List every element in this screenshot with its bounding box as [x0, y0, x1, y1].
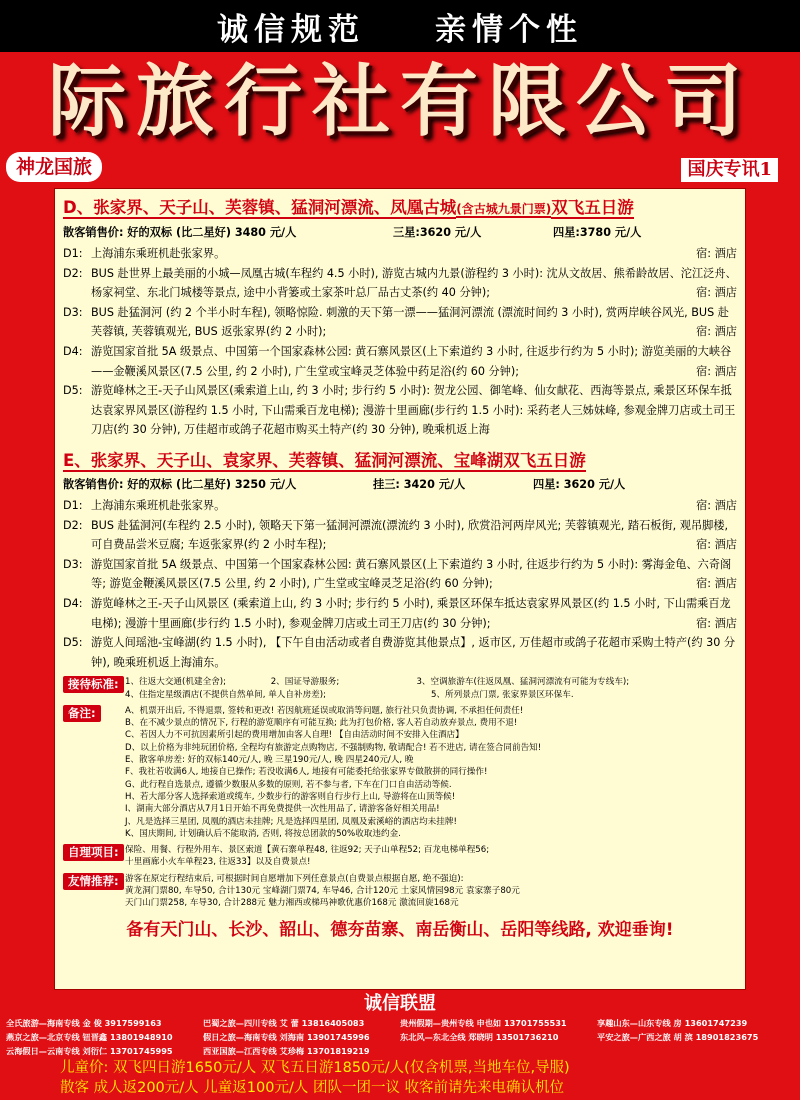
section-e-price	[63, 474, 737, 496]
day-text	[91, 342, 737, 381]
day-stay: 宿: 酒店	[696, 498, 737, 512]
price-three-star: 三星:3620 元/人	[393, 226, 482, 239]
remark-item: D、以上价格为非纯玩团价格, 全程均有旅游定点购物店, 不强制购物, 敬请配合! 若不进店, 请在签合同前告知!	[125, 742, 542, 753]
remark-item: I、湖南大部分酒店从7月1日开始不再免费提供一次性用品了, 请游客备好相关用品!	[125, 804, 440, 815]
day-desc: 上海浦东乘班机赴张家界。	[91, 498, 226, 512]
slogan-right: 亲情个性	[435, 11, 583, 48]
day-desc: 游览国家首批 5A 级景点、中国第一个国家森林公园: 黄石寨风景区(上下索道约 3 小时, 往返步行约为 5 小时): 雾海金龟、六奇阁等; 游览金鞭溪风景区(7.5 公里, 约 2 小时), 广生堂或宝峰灵芝足浴(约 60 分钟);	[91, 557, 732, 591]
price-double: 散客销售价: 好的双标 (比二星好) 3250 元/人	[63, 477, 297, 491]
day-text	[91, 496, 737, 516]
contact-row	[6, 1044, 794, 1058]
contact-item	[597, 1044, 794, 1058]
slogan-left: 诚信规范	[217, 11, 365, 48]
section-d-title-small: (含古城九景门票)	[456, 202, 552, 216]
reception-block	[63, 676, 737, 701]
contact-item: 巴蜀之旅—四川专线 艾 蕾 13816405083	[203, 1018, 365, 1028]
price-three-star: 挂三: 3420 元/人	[373, 477, 466, 491]
day-text	[91, 303, 737, 342]
contact-item: 享趣山东—山东专线 房 13601747239	[597, 1018, 748, 1028]
price-double: 散客销售价: 好的双标 (比二星好) 3480 元/人	[63, 226, 297, 239]
child-price-line: 儿童价: 双飞四日游1650元/人 双飞五日游1850元/人(仅含机票,当地车位,导服)	[60, 1060, 570, 1076]
contact-item	[400, 1044, 597, 1058]
price-four-star: 四星:3780 元/人	[553, 226, 642, 239]
day-row	[63, 633, 737, 672]
remark-item: J、凡是选择三星团, 凤凰的酒店未挂牌; 凡是选择四星团, 凤凰及索溪峪的酒店均未挂牌!	[125, 816, 457, 827]
day-stay: 宿: 酒店	[696, 538, 737, 552]
day-label: D5:	[63, 384, 83, 398]
contact-item: 假日之旅—海南专线 刘海南 13901745996	[203, 1032, 370, 1042]
day-row	[63, 303, 737, 342]
remark-item: H、若大部分客人选择索道或缆车, 少数步行的游客则自行步行上山, 导游将在山顶等候!	[125, 791, 456, 802]
remarks-label: 备注:	[63, 705, 101, 722]
day-desc: BUS 赴猛洞河 (约 2 个半小时车程), 领略惊险. 刺激的天下第一漂——猛洞河漂流 (漂流时间约 3 小时), 赏两岸峡谷风光, BUS 赴芙蓉镇, 芙蓉镇观光, BUS 返张家界(约 2 小时);	[91, 305, 729, 339]
contact-item: 东北风—东北全线 郑晓明 13501736210	[400, 1032, 559, 1042]
day-row	[63, 264, 737, 303]
footer	[0, 990, 800, 1100]
day-label: D5:	[63, 636, 83, 650]
day-stay: 宿: 酒店	[696, 286, 737, 300]
day-desc: 上海浦东乘班机赴张家界。	[91, 247, 226, 260]
reception-item: 1、往返大交通(机建全舍);	[125, 677, 227, 688]
day-desc: BUS 赴猛洞河(车程约 2.5 小时), 领略天下第一猛洞河漂流(漂流约 3 小时), 欣赏沿河两岸风光; 芙蓉镇观光, 踏石板街, 观吊脚楼, 可自费品尝米豆腐; 车返张家界(约 2 小时车程);	[91, 518, 729, 552]
self-pay-label: 自理项目:	[63, 844, 124, 861]
day-text	[91, 244, 737, 264]
reception-item: 2、国证导游服务;	[270, 677, 340, 688]
section-d-title-end: 双飞五日游	[551, 198, 634, 217]
day-row	[63, 516, 737, 555]
remark-item: A、机票开出后, 不得退票, 签转和更改! 若因航班延误或取消等问题, 旅行社只负责协调, 不承担任何责任!	[125, 705, 524, 716]
recommend-line: 游客在原定行程结束后, 可根据时间自愿增加下列任意景点(自费景点根据自愿, 绝不强迫):	[125, 873, 464, 884]
day-label: D2:	[63, 266, 83, 280]
contact-item: 贵州假期—贵州专线 申也如 13701755531	[400, 1018, 567, 1028]
itinerary-panel	[54, 188, 746, 990]
day-stay: 宿: 酒店	[696, 364, 737, 378]
day-text	[91, 594, 737, 633]
self-pay-block	[63, 844, 737, 869]
brand-badge: 神龙国旅	[6, 152, 102, 182]
day-row	[63, 496, 737, 516]
day-text	[91, 555, 737, 594]
remark-item: E、散客单房差: 好的双标140元/人, 晚 三星190元/人, 晚 四星240元/人, 晚	[125, 755, 414, 766]
section-e-title-main: E、张家界、天子山、袁家界、芙蓉镇、猛洞河漂流、宝峰湖	[63, 450, 504, 470]
reception-item: 3、空调旅游车(往返凤凰、猛洞河漂流有可能为专线车);	[416, 677, 630, 688]
recommend-line: 黄龙洞门票80, 车导50, 合计130元 宝峰湖门票74, 车导46, 合计120元 土家风情园98元 袁家寨子80元	[125, 886, 520, 897]
day-row	[63, 381, 737, 440]
union-title: 诚信联盟	[364, 993, 436, 1014]
reception-item: 5、所列景点门票, 张家界景区环保车.	[431, 689, 574, 700]
section-d-title-main: D、张家界、天子山、芙蓉镇、猛洞河漂流、凤凰古城	[63, 198, 457, 217]
section-d	[63, 195, 737, 440]
day-text	[91, 264, 737, 303]
day-row	[63, 244, 737, 264]
recommend-line: 天门山门票258, 车导30, 合计288元 魅力湘西或梯玛神歌优惠价168元 激流回旋168元	[125, 898, 459, 909]
section-e-title-end: 双飞五日游	[503, 450, 586, 470]
day-label: D4:	[63, 596, 83, 610]
remark-item: C、若因人力不可抗因素所引起的费用增加由客人自理! 【自由活动时间不安排入住酒店】	[125, 730, 464, 741]
day-label: D1:	[63, 498, 83, 512]
day-stay: 宿: 酒店	[696, 325, 737, 339]
day-row	[63, 594, 737, 633]
day-stay: 宿: 酒店	[696, 247, 737, 260]
remark-item: F、我社若收满6人, 地接自已操作; 若没收满6人, 地接有可能委托给张家界专做散拼的同行操作!	[125, 767, 488, 778]
contact-item: 平安之旅—广西之旅 胡 滨 18901823675	[597, 1032, 759, 1042]
remarks-block	[63, 705, 737, 840]
price-four-star: 四星: 3620 元/人	[533, 477, 626, 491]
day-stay: 宿: 酒店	[696, 577, 737, 591]
day-row	[63, 342, 737, 381]
day-desc: 游览峰林之王-天子山风景区(乘索道上山, 约 3 小时; 步行约 5 小时): 贺龙公园、御笔峰、仙女献花、西海等景点, 乘景区环保车抵达袁家界风景区(游程约 1.5 小时, 下山需乘百龙电梯); 漫游十里画廊(步行约 1.5 小时): 采药老人三姊妹峰, 参观金牌刀店或土司王刀店(约 30 分钟), 万佳超市或鸽子花超市购买土特产(约 30 分钟), 晚乘机返上海	[91, 384, 736, 437]
remark-item: K、国庆期间, 计划确认后不能取消, 否则, 将按总团款的50%收取违约金.	[125, 828, 401, 839]
day-desc: 游览国家首批 5A 级景点、中国第一个国家森林公园: 黄石寨风景区(上下索道约 3 小时, 往返步行约为 5 小时); 游览美丽的大峡谷——金鞭溪风景区(7.5 公里, 约 2 小时), 广生堂或宝峰灵芝体验中药足浴(约 60 分钟);	[91, 344, 732, 378]
recommend-label: 友情推荐:	[63, 873, 124, 890]
rebate-line: 散客 成人返200元/人 儿童返100元/人 团队一团一议 收客前请先来电确认机位	[60, 1080, 565, 1096]
day-label: D2:	[63, 518, 83, 532]
section-e	[63, 448, 737, 672]
recommend-block	[63, 873, 737, 910]
contact-row	[6, 1016, 794, 1030]
remark-item: B、在不减少景点的情况下, 行程的游览顺序有可能互换; 此为打包价格, 客人若自动放弃景点, 费用不退!	[125, 718, 518, 729]
contact-item: 云海假日—云南专线 刘衍仁 13701745995	[6, 1046, 173, 1056]
contact-item: 西亚国旅—江西专线 艾珍梅 13701819219	[203, 1046, 370, 1056]
day-label: D3:	[63, 305, 83, 319]
reception-item: 4、住指定星级酒店(不提供自然单间, 单人自补房差);	[125, 689, 327, 700]
contact-row	[6, 1030, 794, 1044]
contact-item: 全氏旅游—海南专线 金 俊 3917599163	[6, 1018, 162, 1028]
routes-slogan: 备有天门山、长沙、韶山、德夯苗寨、南岳衡山、岳阳等线路, 欢迎垂询!	[126, 919, 674, 940]
self-pay-line: 保险、用餐、行程外用车、景区索道【黄石寨单程48, 往返92; 天子山单程52; 百龙电梯单程56;	[125, 845, 490, 856]
reception-label: 接待标准:	[63, 676, 124, 693]
company-title: 际旅行社有限公司	[47, 56, 752, 147]
day-desc: BUS 赴世界上最美丽的小城—凤凰古城(车程约 4.5 小时), 游览古城内九景(游程约 3 小时): 沈从文故居、熊希龄故居、沱江泛舟、杨家祠堂、东北门城楼等景点, 途中小背篓或土家茶叶总厂品古丈茶(约 40 分钟);	[91, 266, 737, 300]
section-d-price	[63, 222, 737, 244]
day-stay: 宿: 酒店	[696, 616, 737, 630]
day-desc: 游览峰林之王-天子山风景区 (乘索道上山, 约 3 小时; 步行约 5 小时), 乘景区环保车抵达袁家界风景区(约 1.5 小时, 下山需乘百龙电梯); 漫游十里画廊(步行约 1.5 小时), 参观金牌刀店或土司王刀店(约 30 分钟);	[91, 596, 731, 630]
day-text	[91, 516, 737, 555]
day-label: D3:	[63, 557, 83, 571]
section-d-title	[63, 195, 737, 222]
day-label: D4:	[63, 344, 83, 358]
special-tag: 国庆专讯1	[681, 158, 778, 182]
remark-item: G、此行程自选景点, 遵循少数服从多数的原则, 若不参与者, 下车在门口自由活动等候.	[125, 779, 452, 790]
self-pay-line: 十里画廊小火车单程23, 往返33】以及自费景点!	[125, 857, 311, 868]
day-desc: 游览人间瑶池-宝峰湖(约 1.5 小时), 【下午自由活动或者自费游览其他景点】, 返市区, 万佳超市或鸽子花超市采购土特产(约 30 分钟), 晚乘班机返上海浦东。	[91, 636, 736, 669]
contact-item: 燕京之旅—北京专线 钮晋鑫 13801948910	[6, 1032, 173, 1042]
top-slogan-bar	[0, 0, 800, 52]
section-e-title	[63, 448, 737, 474]
day-label: D1:	[63, 247, 83, 260]
day-row	[63, 555, 737, 594]
notes-block	[63, 676, 737, 909]
contacts-list	[0, 1016, 800, 1058]
